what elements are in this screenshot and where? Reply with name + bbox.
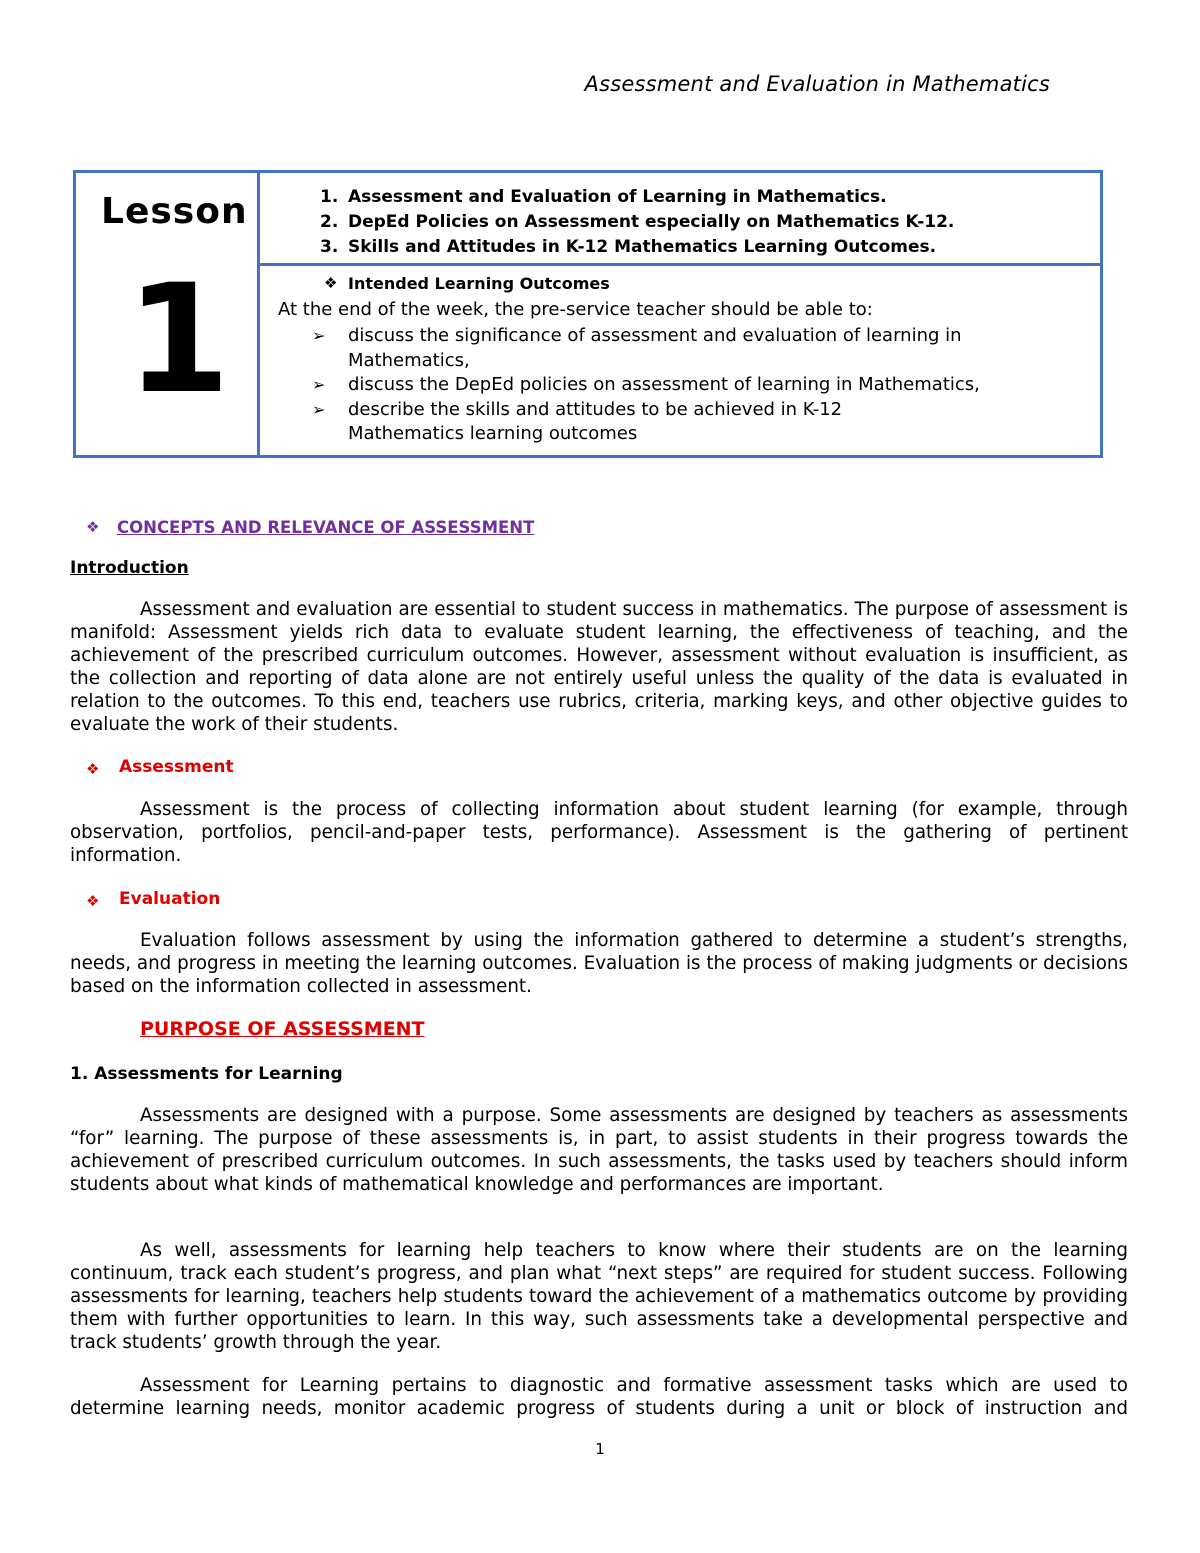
page-number: 1	[595, 1440, 605, 1458]
evaluation-heading: Evaluation	[119, 889, 221, 909]
arrow-bullet-icon: ➢	[312, 399, 326, 419]
purpose-paragraph-3: Assessment for Learning pertains to diagnostic and formative assessment tasks which are used to determine learning needs, monitor academic progress of students during a unit or block of instruction and	[70, 1375, 1128, 1419]
topic-item: 1. Assessment and Evaluation of Learning in Mathematics.	[320, 187, 887, 207]
diamond-bullet-icon: ❖	[86, 892, 100, 910]
diamond-bullet-icon: ❖	[324, 274, 338, 292]
introduction-paragraph: Assessment and evaluation are essential to student success in mathematics. The purpose of assessment is manifold: Assessment yields rich data to evaluate student learning, the effectiveness of teaching, and the achievement of the prescribed curriculum outcomes. However, assessment without evaluation is insufficient, as the collection and reporting of data alone are not entirely useful unless the quality of the data is evaluated in relation to the outcomes. To this end, teachers use rubrics, criteria, marking keys, and other objective guides to evaluate the work of their students.	[70, 599, 1128, 735]
diamond-bullet-icon: ❖	[86, 518, 100, 536]
topics-list	[320, 185, 955, 260]
section-heading-concepts: CONCEPTS AND RELEVANCE OF ASSESSMENT	[117, 518, 535, 537]
purpose-heading: PURPOSE OF ASSESSMENT	[140, 1018, 425, 1040]
ilo-heading: ❖ Intended Learning Outcomes	[324, 274, 610, 293]
lesson-box	[73, 170, 1103, 458]
assessments-for-learning-heading: 1. Assessments for Learning	[70, 1064, 343, 1084]
ilo-intro: At the end of the week, the pre-service teacher should be able to:	[278, 299, 873, 320]
assessment-paragraph: Assessment is the process of collecting information about student learning (for example, through observation, portfolios, pencil-and-paper tests, performance). Assessment is the gathering of pertinent information.	[70, 799, 1128, 866]
assessment-heading: Assessment	[119, 757, 234, 777]
topic-item: 3. Skills and Attitudes in K-12 Mathematics Learning Outcomes.	[320, 237, 937, 257]
running-header: Assessment and Evaluation in Mathematics	[584, 72, 1050, 96]
lesson-topics-cell	[260, 173, 1100, 266]
ilo-item: ➢ discuss the DepEd policies on assessment of learning in Mathematics,	[348, 373, 1048, 398]
lesson-word: Lesson	[101, 191, 248, 232]
evaluation-paragraph: Evaluation follows assessment by using the information gathered to determine a student’s strengths, needs, and progress in meeting the learning outcomes. Evaluation is the process of making judgments or decisions based on the information collected in assessment.	[70, 930, 1128, 997]
ilo-item: ➢ discuss the significance of assessment and evaluation of learning in Mathematics,	[312, 325, 962, 371]
learning-outcomes-cell	[260, 266, 1100, 455]
diamond-bullet-icon: ❖	[86, 760, 100, 778]
introduction-heading: Introduction	[70, 558, 189, 578]
ilo-list	[312, 324, 1048, 447]
arrow-bullet-icon: ➢	[312, 326, 326, 345]
lesson-label-cell	[76, 173, 260, 455]
lesson-number: 1	[126, 253, 231, 427]
topic-item: 2. DepEd Policies on Assessment especially on Mathematics K-12.	[320, 212, 955, 232]
arrow-bullet-icon: ➢	[312, 375, 326, 394]
purpose-paragraph-1: Assessments are designed with a purpose. Some assessments are designed by teachers as assessments “for” learning. The purpose of these assessments is, in part, to assist students in their progress towards the achievement of prescribed curriculum outcomes. In such assessments, the tasks used by teachers should inform students about what kinds of mathematical knowledge and performances are important.	[70, 1105, 1128, 1195]
purpose-paragraph-2: As well, assessments for learning help teachers to know where their students are on the learning continuum, track each student’s progress, and plan what “next steps” are required for student success. Following assessments for learning, teachers help students toward the achievement of a mathematics outcome by providing them with further opportunities to learn. In this way, such assessments take a developmental perspective and track students’ growth through the year.	[70, 1240, 1128, 1353]
ilo-item: ➢ describe the skills and attitudes to be achieved in K-12 Mathematics learning outcomes	[312, 398, 843, 444]
